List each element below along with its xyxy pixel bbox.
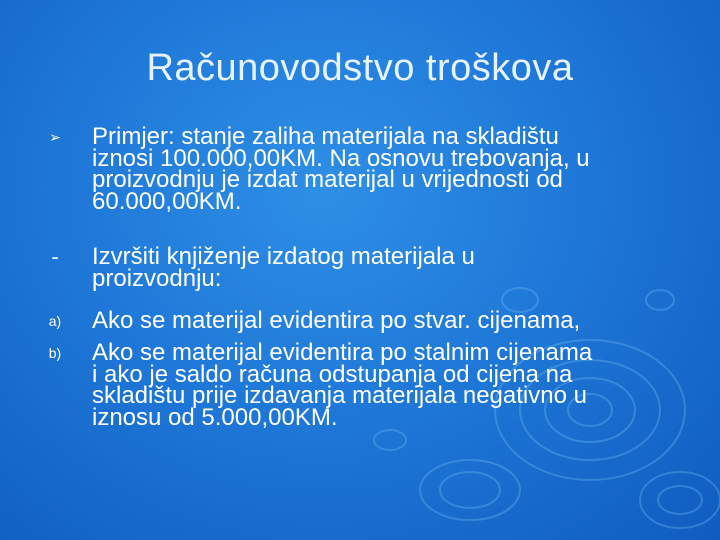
text-line: skladištu prije izdavanja materijala negativno u bbox=[92, 382, 587, 409]
text-line: Primjer: stanje zaliha materijala na skladištu bbox=[92, 123, 559, 150]
letter-bullet-b: b) bbox=[48, 345, 62, 361]
bullet-text bbox=[92, 307, 682, 334]
arrow-bullet-icon: ➢ bbox=[49, 129, 61, 145]
text-line: Izvršiti knjiženje izdatog materijala u bbox=[92, 243, 475, 270]
text-line: proizvodnju: bbox=[92, 264, 222, 292]
bullet-text bbox=[92, 243, 682, 292]
text-line: 60.000,00KM. bbox=[92, 187, 242, 215]
text-line: Ako se materijal evidentira po stvar. cijenama, bbox=[92, 307, 581, 334]
text-line: proizvodnju je izdat materijal u vrijednosti od bbox=[92, 166, 563, 193]
text-line: iznosi 100.000,00KM. Na osnovu trebovanja, u bbox=[92, 144, 590, 172]
text-line: Ako se materijal evidentira po stalnim cijenama bbox=[92, 339, 593, 366]
bullet-text bbox=[92, 123, 682, 215]
letter-bullet-a: a) bbox=[48, 313, 62, 329]
text-line: iznosu od 5.000,00KM. bbox=[92, 403, 338, 431]
text-line: i ako je saldo računa odstupanja od cijena na bbox=[92, 360, 573, 388]
slide-title: Računovodstvo troškova bbox=[146, 47, 574, 89]
dash-bullet: - bbox=[51, 244, 59, 269]
bullet-text bbox=[92, 339, 682, 431]
